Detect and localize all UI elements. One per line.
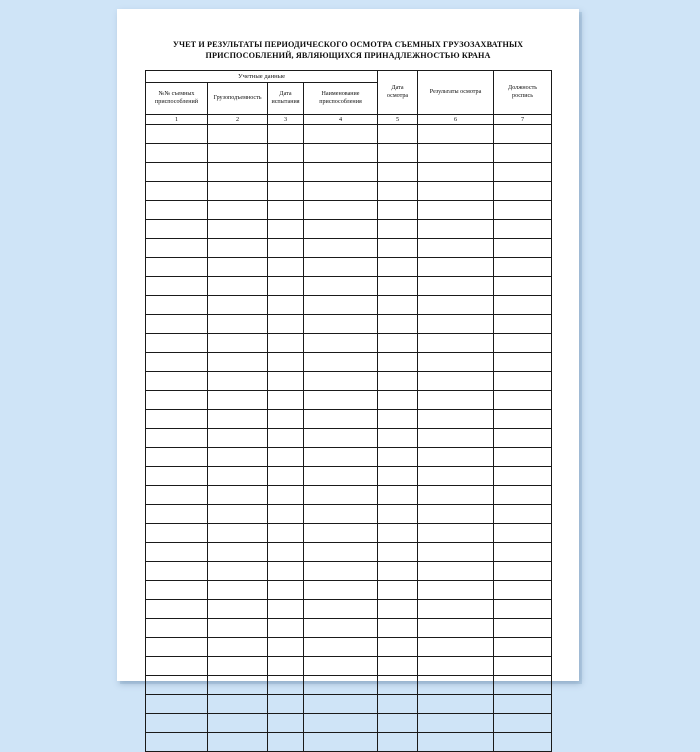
table-cell-empty bbox=[304, 220, 378, 239]
table-cell-empty bbox=[418, 429, 494, 448]
table-cell-empty bbox=[418, 733, 494, 752]
table-cell-empty bbox=[208, 543, 268, 562]
table-cell-empty bbox=[378, 144, 418, 163]
column-number-6: 6 bbox=[418, 115, 494, 125]
table-cell-empty bbox=[146, 239, 208, 258]
table-cell-empty bbox=[208, 562, 268, 581]
table-cell-empty bbox=[304, 505, 378, 524]
table-cell-empty bbox=[268, 277, 304, 296]
table-cell-empty bbox=[304, 714, 378, 733]
table-cell-empty bbox=[494, 353, 552, 372]
table-cell-empty bbox=[146, 201, 208, 220]
table-cell-empty bbox=[378, 220, 418, 239]
table-row bbox=[146, 125, 552, 144]
table-cell-empty bbox=[208, 372, 268, 391]
table-cell-empty bbox=[146, 163, 208, 182]
table-cell-empty bbox=[268, 334, 304, 353]
table-cell-empty bbox=[146, 144, 208, 163]
table-cell-empty bbox=[146, 220, 208, 239]
table-cell-empty bbox=[208, 676, 268, 695]
table-cell-empty bbox=[494, 315, 552, 334]
column-number-2: 2 bbox=[208, 115, 268, 125]
table-cell-empty bbox=[304, 410, 378, 429]
table-cell-empty bbox=[304, 353, 378, 372]
table-cell-empty bbox=[268, 410, 304, 429]
table-cell-empty bbox=[268, 125, 304, 144]
table-cell-empty bbox=[494, 467, 552, 486]
column-number-5: 5 bbox=[378, 115, 418, 125]
table-cell-empty bbox=[208, 467, 268, 486]
table-cell-empty bbox=[268, 144, 304, 163]
table-cell-empty bbox=[418, 486, 494, 505]
table-cell-empty bbox=[494, 239, 552, 258]
title-line-2: ПРИСПОСОБЛЕНИЙ, ЯВЛЯЮЩИХСЯ ПРИНАДЛЕЖНОСТЬЮ КРАНА bbox=[205, 51, 491, 60]
table-cell-empty bbox=[418, 144, 494, 163]
table-cell-empty bbox=[378, 676, 418, 695]
table-cell-empty bbox=[304, 543, 378, 562]
table-cell-empty bbox=[146, 600, 208, 619]
table-cell-empty bbox=[494, 277, 552, 296]
table-cell-empty bbox=[494, 448, 552, 467]
table-header bbox=[146, 71, 552, 125]
table-cell-empty bbox=[146, 619, 208, 638]
table-cell-empty bbox=[146, 429, 208, 448]
table-cell-empty bbox=[418, 657, 494, 676]
table-cell-empty bbox=[268, 581, 304, 600]
table-row bbox=[146, 676, 552, 695]
table-cell-empty bbox=[378, 296, 418, 315]
table-cell-empty bbox=[418, 619, 494, 638]
table-cell-empty bbox=[208, 296, 268, 315]
table-cell-empty bbox=[268, 562, 304, 581]
table-cell-empty bbox=[304, 258, 378, 277]
table-row bbox=[146, 524, 552, 543]
column-header-test-date: Дата испытания bbox=[268, 83, 304, 115]
table-cell-empty bbox=[304, 600, 378, 619]
table-cell-empty bbox=[418, 600, 494, 619]
table-cell-empty bbox=[494, 714, 552, 733]
table-row bbox=[146, 581, 552, 600]
table-cell-empty bbox=[494, 600, 552, 619]
table-cell-empty bbox=[494, 258, 552, 277]
table-cell-empty bbox=[268, 543, 304, 562]
table-cell-empty bbox=[494, 581, 552, 600]
table-cell-empty bbox=[208, 581, 268, 600]
table-cell-empty bbox=[418, 125, 494, 144]
table-cell-empty bbox=[146, 448, 208, 467]
table-cell-empty bbox=[494, 486, 552, 505]
table-cell-empty bbox=[418, 638, 494, 657]
table-cell-empty bbox=[494, 562, 552, 581]
table-cell-empty bbox=[378, 714, 418, 733]
table-row bbox=[146, 277, 552, 296]
table-row bbox=[146, 714, 552, 733]
table-cell-empty bbox=[418, 676, 494, 695]
table-cell-empty bbox=[146, 391, 208, 410]
table-cell-empty bbox=[378, 657, 418, 676]
table-row bbox=[146, 182, 552, 201]
table-cell-empty bbox=[418, 296, 494, 315]
table-cell-empty bbox=[268, 182, 304, 201]
table-cell-empty bbox=[268, 296, 304, 315]
table-cell-empty bbox=[304, 315, 378, 334]
group-header-uchetnye-dannye: Учетные данные bbox=[146, 71, 378, 83]
table-cell-empty bbox=[146, 315, 208, 334]
table-cell-empty bbox=[208, 410, 268, 429]
table-cell-empty bbox=[418, 391, 494, 410]
table-cell-empty bbox=[304, 657, 378, 676]
table-body bbox=[146, 125, 552, 752]
table-cell-empty bbox=[208, 220, 268, 239]
table-cell-empty bbox=[378, 410, 418, 429]
table-cell-empty bbox=[208, 239, 268, 258]
table-cell-empty bbox=[208, 163, 268, 182]
page-title bbox=[145, 39, 551, 61]
table-cell-empty bbox=[268, 258, 304, 277]
table-row bbox=[146, 695, 552, 714]
column-header-position-signature: Должность роспись bbox=[494, 71, 552, 115]
table-cell-empty bbox=[208, 486, 268, 505]
table-cell-empty bbox=[208, 695, 268, 714]
table-cell-empty bbox=[494, 372, 552, 391]
table-cell-empty bbox=[304, 239, 378, 258]
table-cell-empty bbox=[378, 486, 418, 505]
table-cell-empty bbox=[268, 163, 304, 182]
table-cell-empty bbox=[208, 657, 268, 676]
table-cell-empty bbox=[208, 600, 268, 619]
table-cell-empty bbox=[378, 334, 418, 353]
table-row bbox=[146, 391, 552, 410]
table-cell-empty bbox=[494, 638, 552, 657]
table-cell-empty bbox=[418, 581, 494, 600]
table-cell-empty bbox=[304, 391, 378, 410]
table-cell-empty bbox=[208, 201, 268, 220]
title-line-1: УЧЕТ И РЕЗУЛЬТАТЫ ПЕРИОДИЧЕСКОГО ОСМОТРА СЪЕМНЫХ ГРУЗОЗАХВАТНЫХ bbox=[172, 40, 524, 49]
table-cell-empty bbox=[494, 144, 552, 163]
table-cell-empty bbox=[304, 372, 378, 391]
table-cell-empty bbox=[146, 296, 208, 315]
table-row bbox=[146, 201, 552, 220]
table-cell-empty bbox=[268, 429, 304, 448]
table-cell-empty bbox=[378, 201, 418, 220]
table-row bbox=[146, 239, 552, 258]
table-cell-empty bbox=[146, 638, 208, 657]
table-cell-empty bbox=[268, 201, 304, 220]
table-row bbox=[146, 220, 552, 239]
table-row bbox=[146, 163, 552, 182]
table-row bbox=[146, 505, 552, 524]
table-cell-empty bbox=[378, 733, 418, 752]
table-cell-empty bbox=[304, 163, 378, 182]
table-cell-empty bbox=[268, 353, 304, 372]
table-row bbox=[146, 600, 552, 619]
table-row bbox=[146, 315, 552, 334]
table-cell-empty bbox=[378, 391, 418, 410]
table-cell-empty bbox=[418, 505, 494, 524]
table-cell-empty bbox=[304, 277, 378, 296]
table-cell-empty bbox=[304, 201, 378, 220]
table-row bbox=[146, 258, 552, 277]
table-cell-empty bbox=[494, 334, 552, 353]
inspection-register-table bbox=[145, 70, 552, 752]
table-cell-empty bbox=[418, 353, 494, 372]
table-cell-empty bbox=[418, 695, 494, 714]
table-cell-empty bbox=[268, 239, 304, 258]
table-cell-empty bbox=[418, 562, 494, 581]
table-cell-empty bbox=[268, 220, 304, 239]
page-content bbox=[145, 39, 551, 752]
table-cell-empty bbox=[494, 125, 552, 144]
table-cell-empty bbox=[146, 486, 208, 505]
table-cell-empty bbox=[418, 239, 494, 258]
table-cell-empty bbox=[494, 524, 552, 543]
table-cell-empty bbox=[146, 562, 208, 581]
table-cell-empty bbox=[378, 695, 418, 714]
table-group-header-row bbox=[146, 71, 552, 83]
column-header-inspection-results: Результаты осмотра bbox=[418, 71, 494, 115]
table-cell-empty bbox=[268, 505, 304, 524]
table-cell-empty bbox=[268, 733, 304, 752]
table-cell-empty bbox=[304, 581, 378, 600]
table-row bbox=[146, 429, 552, 448]
table-cell-empty bbox=[146, 714, 208, 733]
table-cell-empty bbox=[146, 524, 208, 543]
table-cell-empty bbox=[268, 695, 304, 714]
table-cell-empty bbox=[268, 315, 304, 334]
table-cell-empty bbox=[418, 277, 494, 296]
column-number-1: 1 bbox=[146, 115, 208, 125]
table-cell-empty bbox=[146, 182, 208, 201]
table-cell-empty bbox=[494, 182, 552, 201]
table-cell-empty bbox=[146, 372, 208, 391]
table-cell-empty bbox=[146, 695, 208, 714]
table-row bbox=[146, 657, 552, 676]
table-cell-empty bbox=[418, 182, 494, 201]
table-cell-empty bbox=[378, 619, 418, 638]
table-cell-empty bbox=[268, 714, 304, 733]
table-cell-empty bbox=[268, 600, 304, 619]
table-cell-empty bbox=[146, 410, 208, 429]
table-cell-empty bbox=[304, 562, 378, 581]
table-cell-empty bbox=[208, 505, 268, 524]
table-cell-empty bbox=[418, 524, 494, 543]
table-cell-empty bbox=[208, 125, 268, 144]
table-cell-empty bbox=[418, 163, 494, 182]
column-number-3: 3 bbox=[268, 115, 304, 125]
table-cell-empty bbox=[146, 581, 208, 600]
table-cell-empty bbox=[378, 505, 418, 524]
table-cell-empty bbox=[494, 429, 552, 448]
table-cell-empty bbox=[146, 505, 208, 524]
table-cell-empty bbox=[208, 277, 268, 296]
document-page bbox=[117, 9, 579, 681]
table-cell-empty bbox=[304, 676, 378, 695]
table-cell-empty bbox=[418, 448, 494, 467]
table-cell-empty bbox=[146, 676, 208, 695]
table-cell-empty bbox=[494, 410, 552, 429]
column-header-load-capacity: Грузоподъемность bbox=[208, 83, 268, 115]
table-cell-empty bbox=[146, 657, 208, 676]
table-cell-empty bbox=[208, 353, 268, 372]
table-cell-empty bbox=[304, 296, 378, 315]
table-cell-empty bbox=[208, 182, 268, 201]
table-cell-empty bbox=[494, 733, 552, 752]
table-cell-empty bbox=[304, 182, 378, 201]
table-cell-empty bbox=[494, 619, 552, 638]
table-cell-empty bbox=[378, 543, 418, 562]
table-cell-empty bbox=[378, 562, 418, 581]
table-cell-empty bbox=[146, 543, 208, 562]
table-cell-empty bbox=[208, 144, 268, 163]
table-cell-empty bbox=[378, 182, 418, 201]
table-row bbox=[146, 562, 552, 581]
table-cell-empty bbox=[494, 296, 552, 315]
table-cell-empty bbox=[208, 391, 268, 410]
table-cell-empty bbox=[418, 220, 494, 239]
table-row bbox=[146, 733, 552, 752]
table-cell-empty bbox=[418, 315, 494, 334]
table-cell-empty bbox=[378, 581, 418, 600]
table-cell-empty bbox=[378, 638, 418, 657]
column-number-7: 7 bbox=[494, 115, 552, 125]
column-header-device-name: Наименование приспособления bbox=[304, 83, 378, 115]
table-cell-empty bbox=[268, 467, 304, 486]
table-cell-empty bbox=[208, 524, 268, 543]
table-cell-empty bbox=[418, 258, 494, 277]
table-cell-empty bbox=[304, 638, 378, 657]
table-cell-empty bbox=[208, 619, 268, 638]
table-cell-empty bbox=[146, 258, 208, 277]
table-cell-empty bbox=[304, 144, 378, 163]
table-row bbox=[146, 638, 552, 657]
table-cell-empty bbox=[494, 391, 552, 410]
table-cell-empty bbox=[268, 638, 304, 657]
table-cell-empty bbox=[494, 201, 552, 220]
table-cell-empty bbox=[494, 657, 552, 676]
table-cell-empty bbox=[208, 448, 268, 467]
table-cell-empty bbox=[268, 524, 304, 543]
table-cell-empty bbox=[146, 467, 208, 486]
table-cell-empty bbox=[378, 125, 418, 144]
table-cell-empty bbox=[304, 334, 378, 353]
table-cell-empty bbox=[304, 524, 378, 543]
table-cell-empty bbox=[418, 372, 494, 391]
table-cell-empty bbox=[268, 657, 304, 676]
table-cell-empty bbox=[304, 429, 378, 448]
column-header-device-numbers: №№ съемных приспособлений bbox=[146, 83, 208, 115]
table-row bbox=[146, 296, 552, 315]
column-header-date-of-inspection: Дата осмотра bbox=[378, 71, 418, 115]
table-cell-empty bbox=[494, 163, 552, 182]
table-cell-empty bbox=[304, 695, 378, 714]
table-cell-empty bbox=[304, 467, 378, 486]
table-cell-empty bbox=[304, 486, 378, 505]
table-cell-empty bbox=[268, 486, 304, 505]
table-cell-empty bbox=[418, 334, 494, 353]
table-cell-empty bbox=[378, 163, 418, 182]
table-cell-empty bbox=[378, 258, 418, 277]
table-cell-empty bbox=[268, 619, 304, 638]
table-cell-empty bbox=[378, 239, 418, 258]
table-cell-empty bbox=[304, 448, 378, 467]
table-cell-empty bbox=[418, 714, 494, 733]
table-cell-empty bbox=[208, 429, 268, 448]
table-cell-empty bbox=[268, 372, 304, 391]
table-cell-empty bbox=[146, 353, 208, 372]
table-cell-empty bbox=[378, 372, 418, 391]
table-cell-empty bbox=[418, 410, 494, 429]
table-cell-empty bbox=[378, 467, 418, 486]
table-cell-empty bbox=[268, 391, 304, 410]
table-cell-empty bbox=[494, 543, 552, 562]
table-cell-empty bbox=[304, 125, 378, 144]
table-cell-empty bbox=[208, 714, 268, 733]
table-cell-empty bbox=[208, 638, 268, 657]
table-cell-empty bbox=[494, 695, 552, 714]
table-row bbox=[146, 144, 552, 163]
table-row bbox=[146, 467, 552, 486]
table-cell-empty bbox=[304, 733, 378, 752]
table-cell-empty bbox=[146, 125, 208, 144]
table-cell-empty bbox=[146, 733, 208, 752]
table-cell-empty bbox=[378, 353, 418, 372]
table-row bbox=[146, 410, 552, 429]
table-cell-empty bbox=[378, 600, 418, 619]
column-number-4: 4 bbox=[304, 115, 378, 125]
table-cell-empty bbox=[304, 619, 378, 638]
table-cell-empty bbox=[378, 315, 418, 334]
table-cell-empty bbox=[378, 277, 418, 296]
table-row bbox=[146, 448, 552, 467]
table-cell-empty bbox=[378, 429, 418, 448]
table-cell-empty bbox=[208, 334, 268, 353]
table-row bbox=[146, 486, 552, 505]
table-row bbox=[146, 353, 552, 372]
table-column-number-row bbox=[146, 115, 552, 125]
table-row bbox=[146, 543, 552, 562]
table-cell-empty bbox=[418, 543, 494, 562]
table-cell-empty bbox=[208, 315, 268, 334]
table-cell-empty bbox=[418, 467, 494, 486]
table-cell-empty bbox=[494, 220, 552, 239]
table-row bbox=[146, 334, 552, 353]
table-cell-empty bbox=[494, 505, 552, 524]
table-cell-empty bbox=[378, 524, 418, 543]
table-cell-empty bbox=[208, 733, 268, 752]
table-cell-empty bbox=[268, 676, 304, 695]
table-cell-empty bbox=[378, 448, 418, 467]
table-cell-empty bbox=[208, 258, 268, 277]
table-cell-empty bbox=[418, 201, 494, 220]
table-cell-empty bbox=[268, 448, 304, 467]
table-cell-empty bbox=[146, 277, 208, 296]
table-cell-empty bbox=[146, 334, 208, 353]
table-cell-empty bbox=[494, 676, 552, 695]
table-row bbox=[146, 372, 552, 391]
table-row bbox=[146, 619, 552, 638]
